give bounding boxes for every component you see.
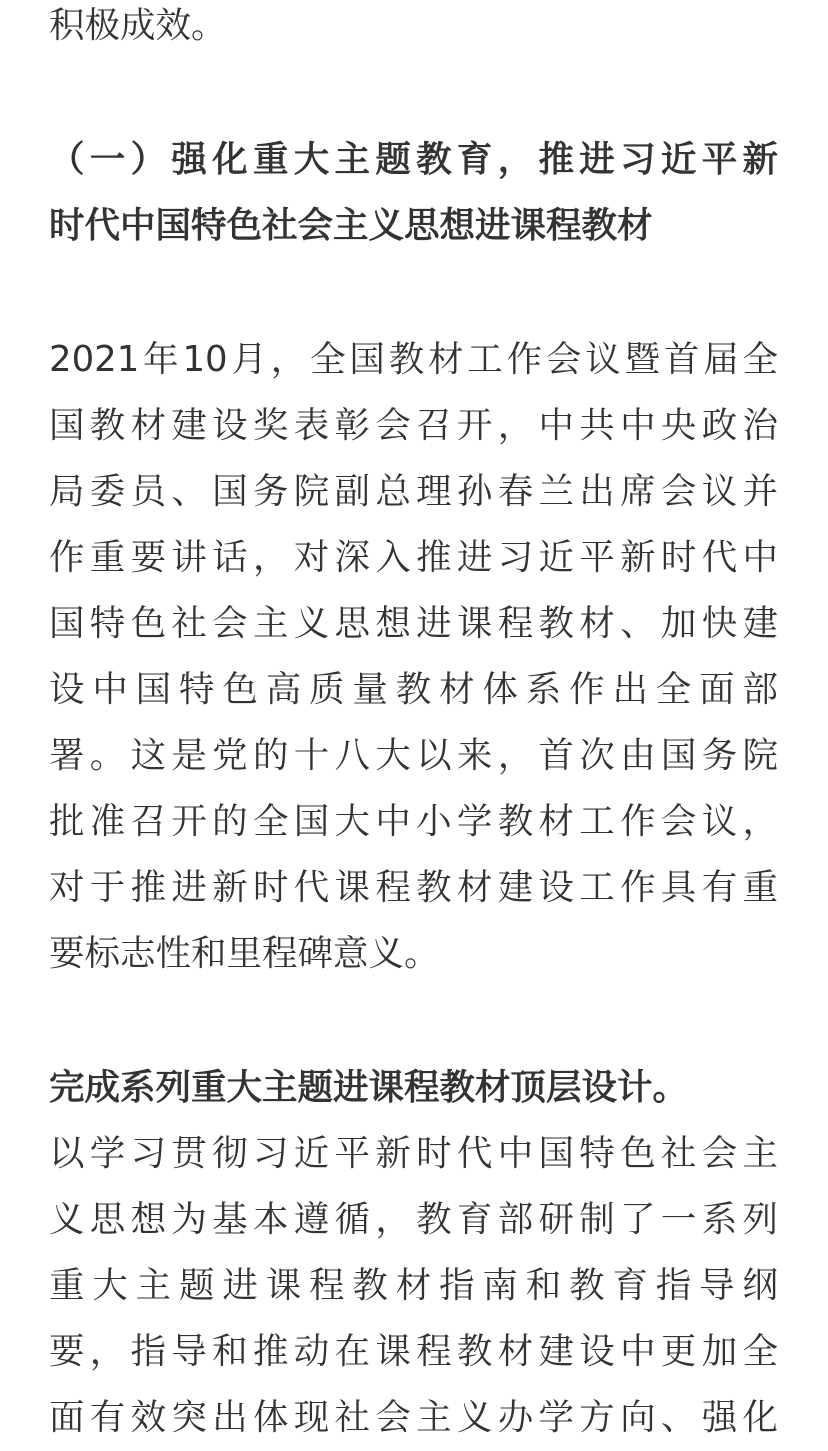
section-heading-line-2: 时代中国特色社会主义思想进课程教材 (49, 205, 653, 246)
paragraph-1-line-10: 要标志性和里程碑意义。 (49, 933, 440, 974)
paragraph-2-line-1: 以学习贯彻习近平新时代中国特色社会主 (49, 1133, 778, 1174)
intro-tail-text: 积极成效。 (49, 5, 227, 46)
paragraph-1-line-6: 设中国特色高质量教材体系作出全面部 (49, 669, 778, 710)
paragraph-1-line-1: 2021年10月，全国教材工作会议暨首届全 (49, 339, 778, 380)
section-heading-line-1: （一）强化重大主题教育，推进习近平新 (49, 139, 778, 180)
paragraph-2-line-2: 义思想为基本遵循，教育部研制了一系列 (49, 1199, 778, 1240)
paragraph-1-line-4: 作重要讲话，对深入推进习近平新时代中 (49, 537, 778, 578)
paragraph-2-line-5: 面有效突出体现社会主义办学方向、强化 (49, 1397, 778, 1438)
paragraph-2-lead: 完成系列重大主题进课程教材顶层设计。 (49, 1067, 689, 1108)
paragraph-1-line-3: 局委员、国务院副总理孙春兰出席会议并 (49, 471, 778, 512)
paragraph-2-line-3: 重大主题进课程教材指南和教育指导纲 (49, 1265, 778, 1306)
paragraph-1-line-2: 国教材建设奖表彰会召开，中共中央政治 (49, 405, 778, 446)
paragraph-1-line-8: 批准召开的全国大中小学教材工作会议， (49, 801, 778, 842)
paragraph-1-line-7: 署。这是党的十八大以来，首次由国务院 (49, 735, 778, 776)
paragraph-1-line-9: 对于推进新时代课程教材建设工作具有重 (49, 867, 778, 908)
paragraph-2-line-4: 要，指导和推动在课程教材建设中更加全 (49, 1331, 778, 1372)
paragraph-1-line-5: 国特色社会主义思想进课程教材、加快建 (49, 603, 778, 644)
